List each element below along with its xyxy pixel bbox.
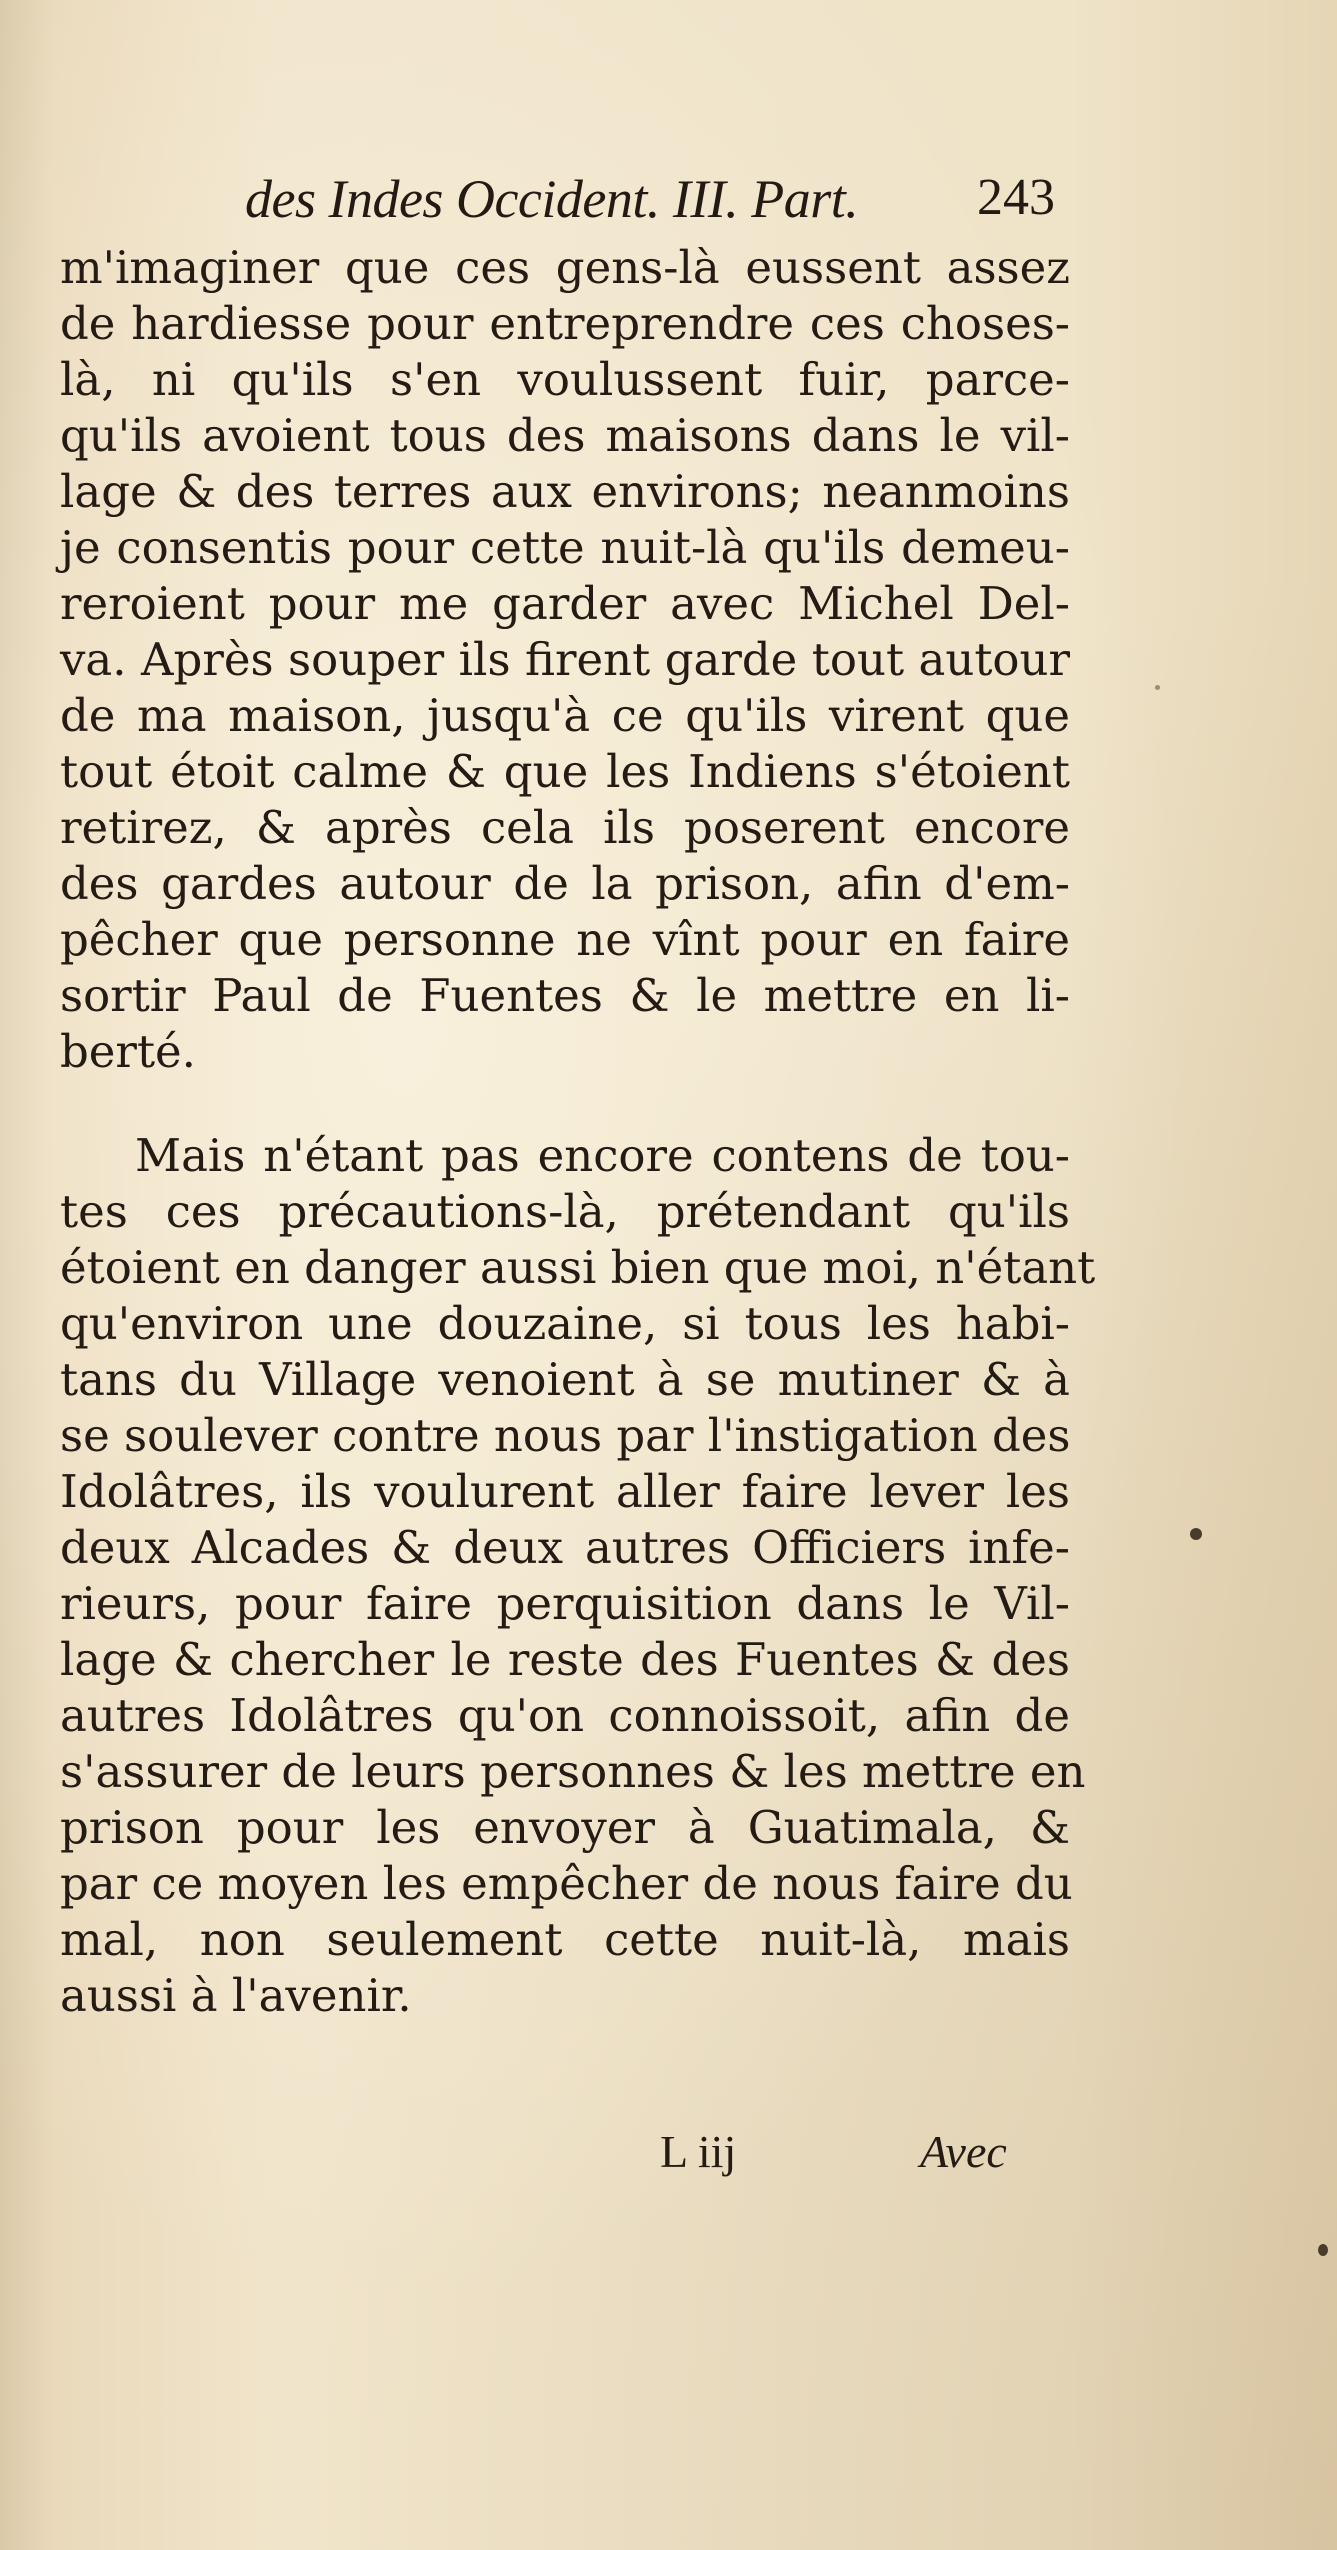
paper-speck [1318, 2244, 1328, 2256]
text-line: lage & des terres aux environs; neanmoins [60, 465, 1070, 518]
text-line: qu'environ une douzaine, si tous les habi- [60, 1297, 1070, 1350]
text-line: retirez, & après cela ils poserent encore [60, 801, 1070, 854]
page-footer [0, 2125, 1337, 2195]
text-line: mal, non seulement cette nuit-là, mais [60, 1913, 1070, 1966]
text-line: par ce moyen les empêcher de nous faire du [60, 1857, 1073, 1910]
text-line: là, ni qu'ils s'en voulussent fuir, parce- [60, 353, 1070, 406]
text-line: se soulever contre nous par l'instigation des [60, 1409, 1071, 1462]
text-line: s'assurer de leurs personnes & les mettre en [60, 1745, 1086, 1798]
text-line: étoient en danger aussi bien que moi, n'étant [60, 1241, 1096, 1294]
text-line: tans du Village venoient à se mutiner & à [60, 1353, 1070, 1406]
text-line: va. Après souper ils firent garde tout autour [60, 633, 1070, 686]
text-line: de hardiesse pour entreprendre ces choses- [60, 297, 1070, 350]
text-line: berté. [60, 1025, 196, 1078]
page-number: 243 [977, 169, 1055, 226]
text-line: sortir Paul de Fuentes & le mettre en li- [60, 969, 1070, 1022]
text-line: qu'ils avoient tous des maisons dans le vil- [60, 409, 1070, 462]
text-line: reroient pour me garder avec Michel Del- [60, 577, 1070, 630]
text-line: prison pour les envoyer à Guatimala, & [60, 1801, 1070, 1854]
running-head-title: des Indes Occident. III. Part. [245, 169, 859, 229]
catchword: Avec [920, 2126, 1007, 2177]
text-line: tes ces précautions-là, prétendant qu'ils [60, 1185, 1070, 1238]
text-line: rieurs, pour faire perquisition dans le Vil- [60, 1577, 1070, 1630]
text-line: Mais n'étant pas encore contens de tou- [135, 1129, 1070, 1182]
signature-mark: L iij [660, 2126, 737, 2177]
paper-speck [1190, 1528, 1202, 1540]
paper-speck [1155, 685, 1160, 690]
text-line: de ma maison, jusqu'à ce qu'ils virent que [60, 689, 1070, 742]
text-line: Idolâtres, ils voulurent aller faire lever les [60, 1465, 1070, 1518]
text-line: je consentis pour cette nuit-là qu'ils demeu- [60, 521, 1070, 574]
text-line: m'imaginer que ces gens-là eussent assez [60, 241, 1070, 294]
running-head [245, 168, 1075, 234]
text-line: deux Alcades & deux autres Officiers infe- [60, 1521, 1070, 1574]
text-line: pêcher que personne ne vînt pour en faire [60, 913, 1070, 966]
text-line: autres Idolâtres qu'on connoissoit, afin de [60, 1689, 1070, 1742]
text-line: des gardes autour de la prison, afin d'em- [60, 857, 1070, 910]
text-line: lage & chercher le reste des Fuentes & des [60, 1633, 1070, 1686]
text-line: tout étoit calme & que les Indiens s'étoient [60, 745, 1070, 798]
text-line: aussi à l'avenir. [60, 1969, 412, 2022]
